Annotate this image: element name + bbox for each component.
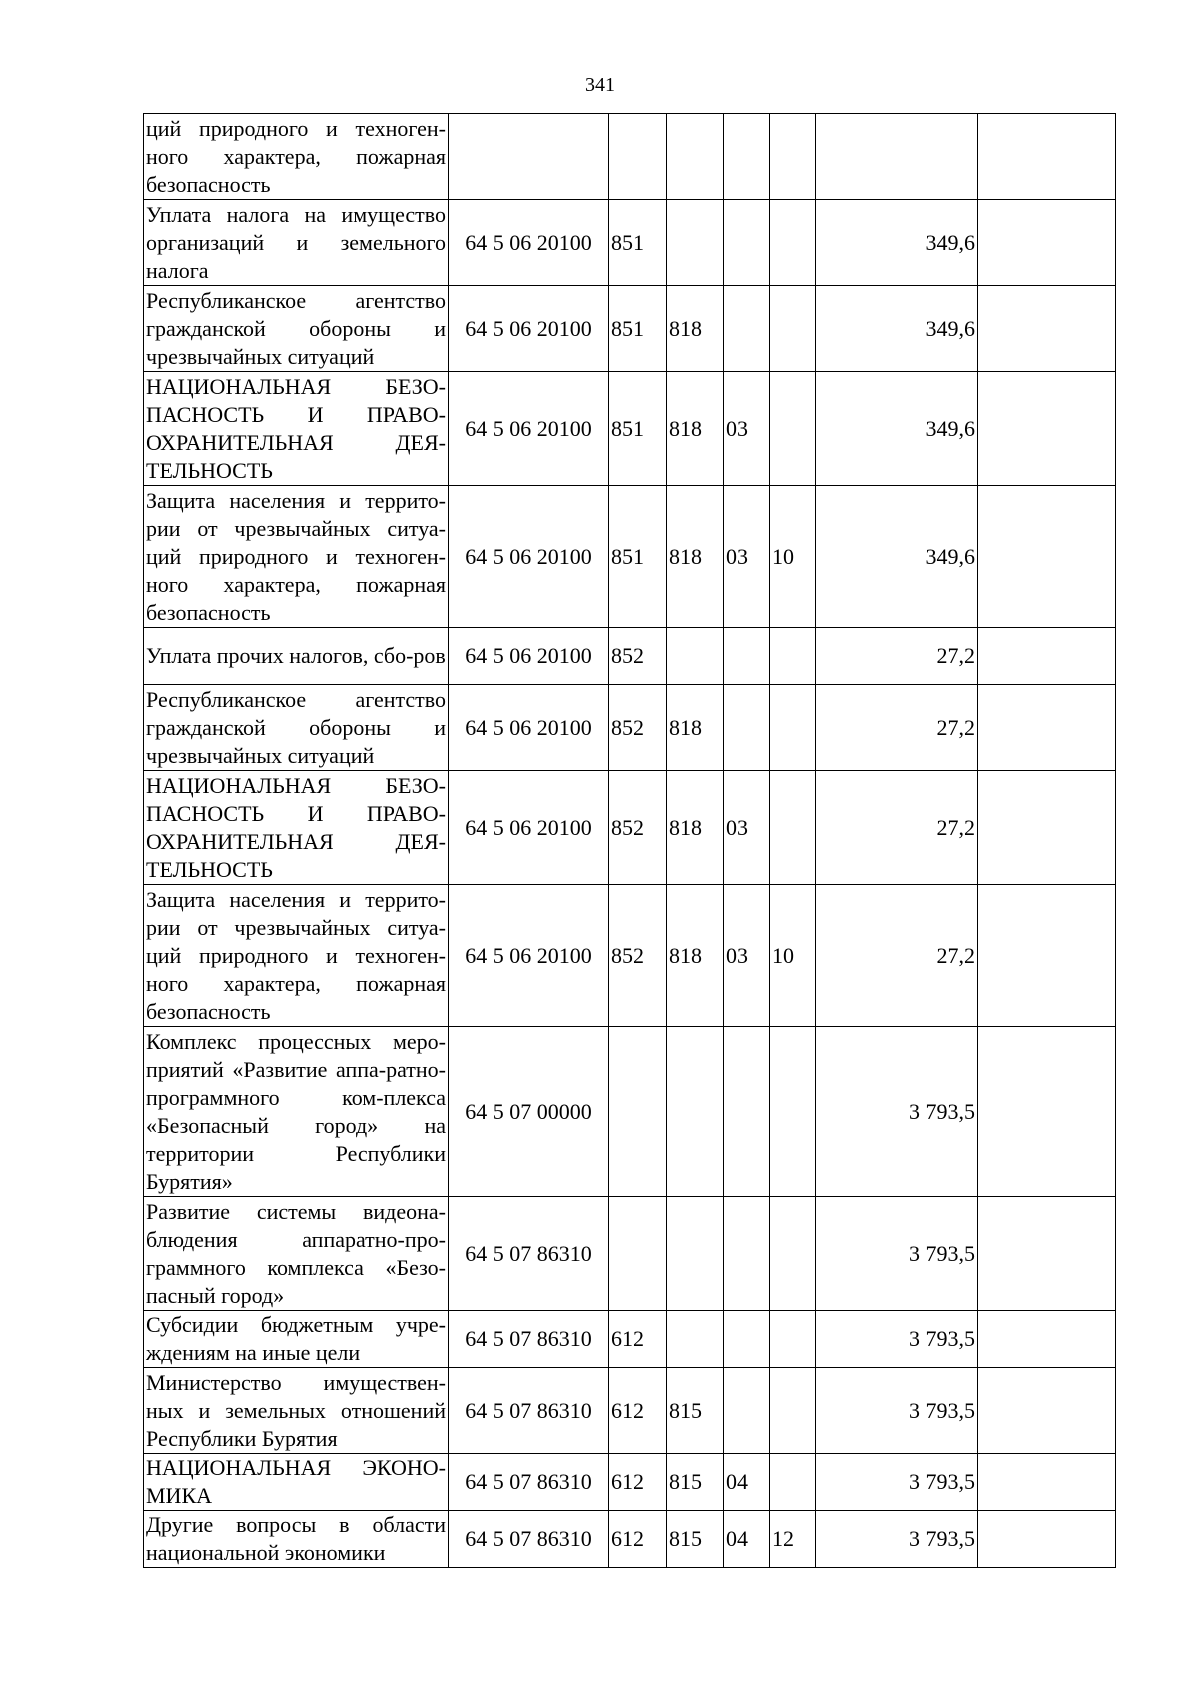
subsection-cell [770, 771, 816, 885]
extra-cell [978, 372, 1116, 486]
section-cell: 03 [724, 885, 770, 1027]
expense-type-cell: 612 [609, 1311, 667, 1368]
section-cell [724, 1197, 770, 1311]
administrator-cell [667, 1197, 724, 1311]
row-name-cell: НАЦИОНАЛЬНАЯ ЭКОНО-МИКА [144, 1454, 449, 1511]
row-name-cell: Министерство имуществен-ных и земельных отношений Республики Бурятия [144, 1368, 449, 1454]
administrator-cell [667, 628, 724, 685]
section-cell [724, 200, 770, 286]
row-name-cell: Развитие системы видеона-блюдения аппаратно-про-граммного комплекса «Безо-пасный город» [144, 1197, 449, 1311]
amount-cell: 27,2 [816, 628, 978, 685]
expense-type-cell: 851 [609, 200, 667, 286]
table-row [144, 1511, 1116, 1568]
row-name-cell: Защита населения и террито-рии от чрезвычайных ситуа-ций природного и техноген-ного характера, пожарная безопасность [144, 885, 449, 1027]
administrator-cell: 818 [667, 885, 724, 1027]
subsection-cell [770, 628, 816, 685]
amount-cell [816, 114, 978, 200]
budget-table [143, 113, 1116, 1568]
extra-cell [978, 885, 1116, 1027]
row-name-cell: Уплата прочих налогов, сбо-ров [144, 628, 449, 685]
amount-cell: 3 793,5 [816, 1311, 978, 1368]
row-name-cell: ций природного и техноген-ного характера, пожарная безопасность [144, 114, 449, 200]
amount-cell: 27,2 [816, 685, 978, 771]
subsection-cell: 10 [770, 486, 816, 628]
table-row [144, 200, 1116, 286]
subsection-cell [770, 1027, 816, 1197]
table-row [144, 114, 1116, 200]
expense-type-cell: 851 [609, 372, 667, 486]
target-article-cell: 64 5 06 20100 [449, 372, 609, 486]
table-row [144, 1197, 1116, 1311]
section-cell [724, 1368, 770, 1454]
administrator-cell [667, 1311, 724, 1368]
row-name-cell: Уплата налога на имущество организаций и земельного налога [144, 200, 449, 286]
target-article-cell: 64 5 06 20100 [449, 200, 609, 286]
amount-cell: 3 793,5 [816, 1454, 978, 1511]
amount-cell: 3 793,5 [816, 1511, 978, 1568]
table-row [144, 685, 1116, 771]
extra-cell [978, 114, 1116, 200]
extra-cell [978, 486, 1116, 628]
amount-cell: 3 793,5 [816, 1027, 978, 1197]
table-row [144, 372, 1116, 486]
row-name-cell: Комплекс процессных меро-приятий «Развитие аппа-ратно-программного ком-плекса «Безопасный город» на территории Республики Бурятия» [144, 1027, 449, 1197]
row-name-cell: Республиканское агентство гражданской обороны и чрезвычайных ситуаций [144, 685, 449, 771]
section-cell [724, 685, 770, 771]
expense-type-cell: 612 [609, 1368, 667, 1454]
extra-cell [978, 628, 1116, 685]
table-row [144, 628, 1116, 685]
amount-cell: 349,6 [816, 200, 978, 286]
administrator-cell [667, 1027, 724, 1197]
table-row [144, 771, 1116, 885]
extra-cell [978, 1311, 1116, 1368]
target-article-cell: 64 5 06 20100 [449, 628, 609, 685]
section-cell [724, 1027, 770, 1197]
administrator-cell: 815 [667, 1368, 724, 1454]
expense-type-cell: 852 [609, 685, 667, 771]
table-row [144, 885, 1116, 1027]
amount-cell: 349,6 [816, 372, 978, 486]
extra-cell [978, 685, 1116, 771]
amount-cell: 27,2 [816, 771, 978, 885]
amount-cell: 3 793,5 [816, 1368, 978, 1454]
extra-cell [978, 1027, 1116, 1197]
subsection-cell [770, 200, 816, 286]
subsection-cell [770, 1368, 816, 1454]
subsection-cell [770, 286, 816, 372]
section-cell: 04 [724, 1511, 770, 1568]
target-article-cell: 64 5 07 86310 [449, 1368, 609, 1454]
section-cell: 03 [724, 486, 770, 628]
expense-type-cell [609, 114, 667, 200]
expense-type-cell: 852 [609, 771, 667, 885]
section-cell [724, 1311, 770, 1368]
extra-cell [978, 286, 1116, 372]
expense-type-cell [609, 1027, 667, 1197]
target-article-cell: 64 5 06 20100 [449, 286, 609, 372]
target-article-cell: 64 5 06 20100 [449, 486, 609, 628]
administrator-cell: 818 [667, 486, 724, 628]
section-cell [724, 286, 770, 372]
page-number: 341 [585, 74, 615, 96]
administrator-cell: 818 [667, 685, 724, 771]
amount-cell: 3 793,5 [816, 1197, 978, 1311]
administrator-cell: 818 [667, 286, 724, 372]
administrator-cell [667, 114, 724, 200]
subsection-cell: 12 [770, 1511, 816, 1568]
extra-cell [978, 1454, 1116, 1511]
section-cell: 04 [724, 1454, 770, 1511]
target-article-cell: 64 5 06 20100 [449, 771, 609, 885]
expense-type-cell: 612 [609, 1511, 667, 1568]
target-article-cell [449, 114, 609, 200]
expense-type-cell [609, 1197, 667, 1311]
subsection-cell [770, 685, 816, 771]
amount-cell: 349,6 [816, 486, 978, 628]
row-name-cell: Другие вопросы в области национальной экономики [144, 1511, 449, 1568]
subsection-cell [770, 1454, 816, 1511]
expense-type-cell: 612 [609, 1454, 667, 1511]
amount-cell: 27,2 [816, 885, 978, 1027]
expense-type-cell: 852 [609, 885, 667, 1027]
row-name-cell: Субсидии бюджетным учре-ждениям на иные цели [144, 1311, 449, 1368]
row-name-cell: Защита населения и террито-рии от чрезвычайных ситуа-ций природного и техноген-ного характера, пожарная безопасность [144, 486, 449, 628]
extra-cell [978, 1197, 1116, 1311]
section-cell: 03 [724, 372, 770, 486]
subsection-cell [770, 372, 816, 486]
expense-type-cell: 851 [609, 486, 667, 628]
table-row [144, 1311, 1116, 1368]
subsection-cell: 10 [770, 885, 816, 1027]
target-article-cell: 64 5 07 00000 [449, 1027, 609, 1197]
administrator-cell [667, 200, 724, 286]
table-row [144, 1368, 1116, 1454]
extra-cell [978, 1368, 1116, 1454]
target-article-cell: 64 5 06 20100 [449, 885, 609, 1027]
target-article-cell: 64 5 06 20100 [449, 685, 609, 771]
administrator-cell: 818 [667, 771, 724, 885]
row-name-cell: НАЦИОНАЛЬНАЯ БЕЗО-ПАСНОСТЬ И ПРАВО-ОХРАНИТЕЛЬНАЯ ДЕЯ-ТЕЛЬНОСТЬ [144, 771, 449, 885]
table-row [144, 1454, 1116, 1511]
extra-cell [978, 200, 1116, 286]
section-cell [724, 628, 770, 685]
administrator-cell: 815 [667, 1511, 724, 1568]
table-row [144, 1027, 1116, 1197]
target-article-cell: 64 5 07 86310 [449, 1311, 609, 1368]
expense-type-cell: 851 [609, 286, 667, 372]
expense-type-cell: 852 [609, 628, 667, 685]
administrator-cell: 815 [667, 1454, 724, 1511]
subsection-cell [770, 1197, 816, 1311]
amount-cell: 349,6 [816, 286, 978, 372]
table-row [144, 286, 1116, 372]
section-cell: 03 [724, 771, 770, 885]
target-article-cell: 64 5 07 86310 [449, 1197, 609, 1311]
table-row [144, 486, 1116, 628]
subsection-cell [770, 114, 816, 200]
administrator-cell: 818 [667, 372, 724, 486]
row-name-cell: Республиканское агентство гражданской обороны и чрезвычайных ситуаций [144, 286, 449, 372]
target-article-cell: 64 5 07 86310 [449, 1511, 609, 1568]
target-article-cell: 64 5 07 86310 [449, 1454, 609, 1511]
subsection-cell [770, 1311, 816, 1368]
extra-cell [978, 1511, 1116, 1568]
section-cell [724, 114, 770, 200]
extra-cell [978, 771, 1116, 885]
table-body [144, 114, 1116, 1568]
row-name-cell: НАЦИОНАЛЬНАЯ БЕЗО-ПАСНОСТЬ И ПРАВО-ОХРАНИТЕЛЬНАЯ ДЕЯ-ТЕЛЬНОСТЬ [144, 372, 449, 486]
